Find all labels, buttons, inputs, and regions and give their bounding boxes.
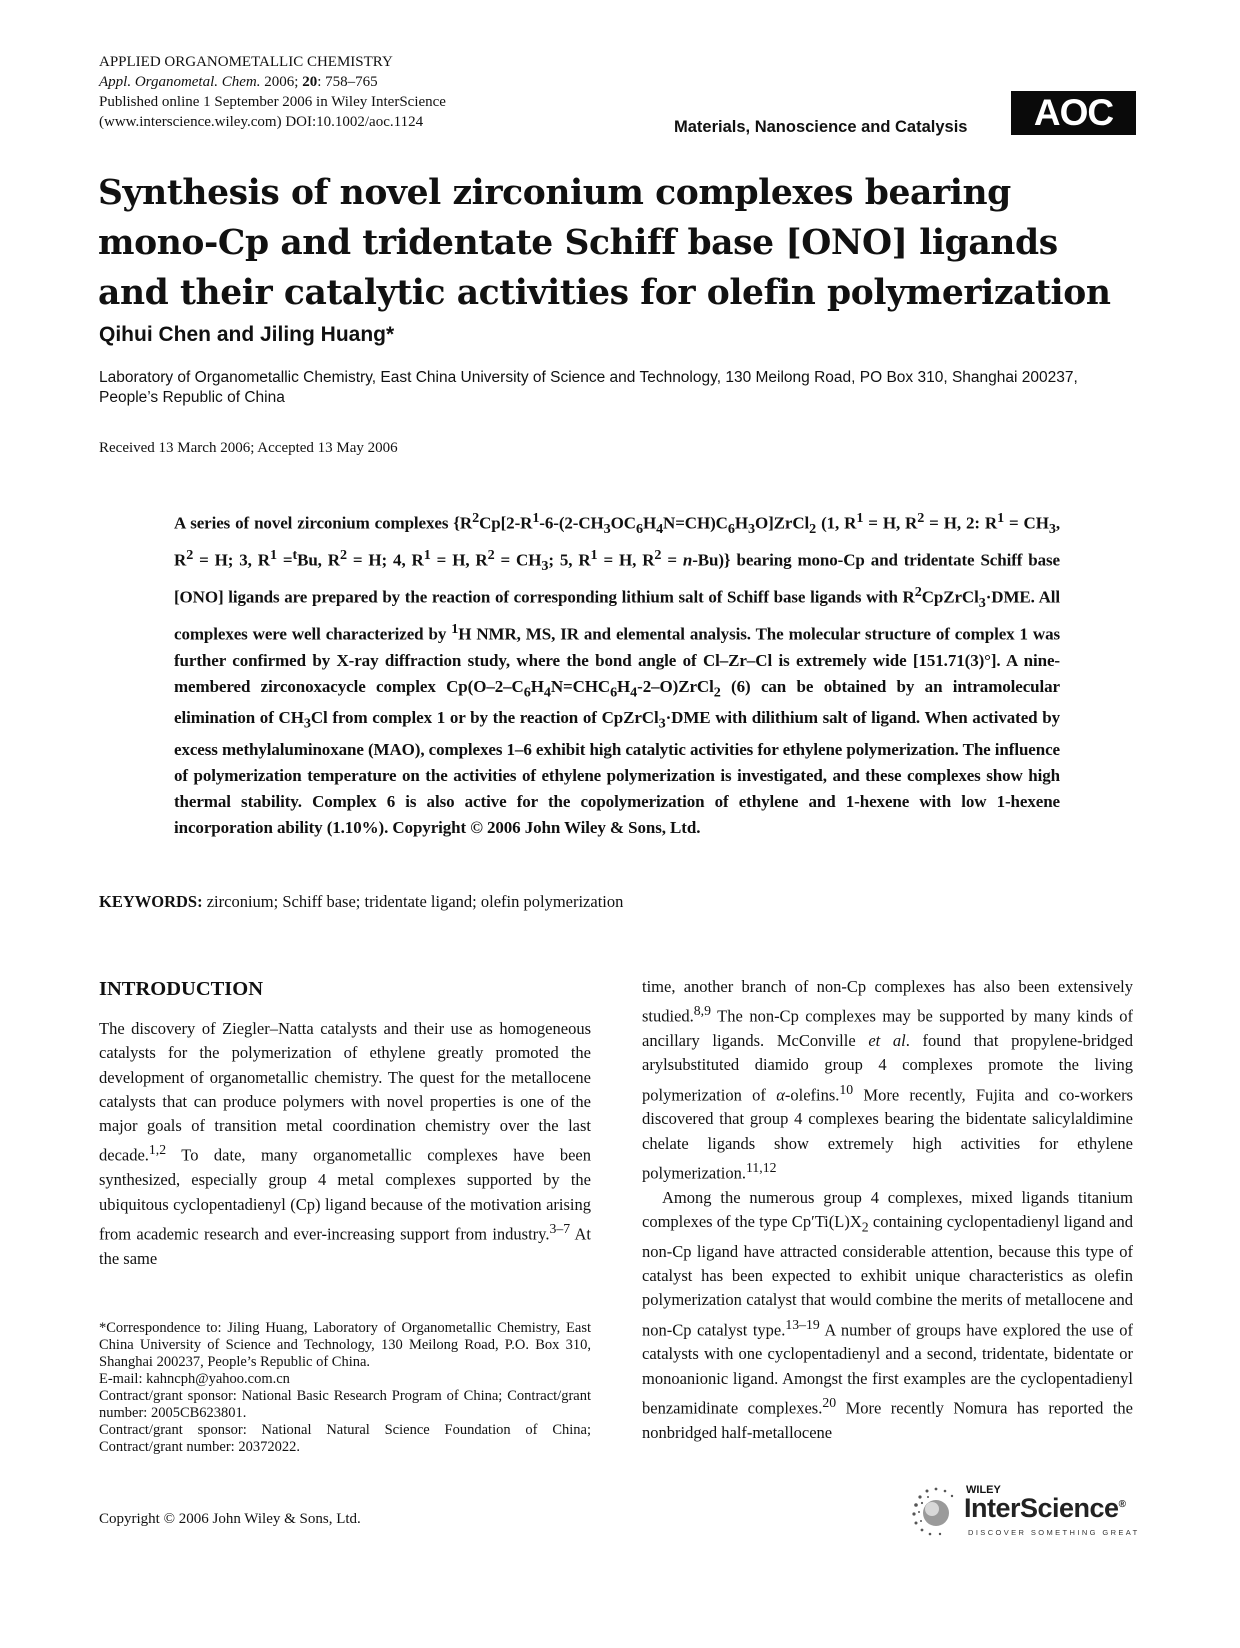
correspondence-email: E-mail: kahncph@yahoo.com.cn — [99, 1371, 290, 1387]
logo-publisher: WILEY — [966, 1484, 1001, 1496]
keywords-label: KEYWORDS: — [99, 892, 203, 911]
citation-ref: 3–7 — [549, 1220, 571, 1236]
correspondence-address: *Correspondence to: Jiling Huang, Laboratory of Organometallic Chemistry, East China University of Science and Technology, 130 Meilong Road, P.O. Box 310, Shanghai 200237, People’s Republic of China. — [99, 1320, 591, 1370]
journal-header — [99, 52, 446, 132]
grant-sponsor-2: Contract/grant sponsor: National Natural Science Foundation of China; Contract/grant number: 20372022. — [99, 1422, 591, 1455]
keywords-text: zirconium; Schiff base; tridentate ligand; olefin polymerization — [202, 892, 624, 911]
globe-icon — [908, 1483, 964, 1539]
keywords — [99, 892, 623, 912]
citation-ref: 1,2 — [148, 1142, 167, 1158]
copyright: Copyright © 2006 John Wiley & Sons, Ltd. — [99, 1511, 361, 1527]
published-line: Published online 1 September 2006 in Wiley InterScience — [99, 94, 446, 110]
citation-ref: 10 — [839, 1081, 854, 1097]
journal-logo: AOC — [1011, 91, 1136, 135]
section-heading-introduction: INTRODUCTION — [99, 978, 264, 1000]
section-label: Materials, Nanoscience and Catalysis — [674, 118, 968, 136]
citation-pages: : 758–765 — [317, 74, 378, 90]
citation-year: 2006; — [264, 74, 299, 90]
title-line: and their catalytic activities for olefin polymerization — [98, 273, 1111, 313]
logo-name: InterScience® — [964, 1493, 1126, 1523]
paragraph: The discovery of Ziegler–Natta catalysts and their use as homogeneous catalysts for the polymerization of ethylene greatly promoted the development of organometallic chemistry. The quest for the metallocene catalysts that can produce polymers with novel properties is one of the major goals of transition metal coordination chemistry over the last decade.$^{1,2}$ To date, many organometallic complexes have been synthesized, especially group 4 metal complexes supported by the ubiquitous cyclopentadienyl (Cp) ligand because of the motivation arising from academic research and ever-increasing support from industry.$^{3-7}$ At the same — [99, 1019, 591, 1268]
received-dates: Received 13 March 2006; Accepted 13 May 2006 — [99, 440, 398, 456]
title-line: mono-Cp and tridentate Schiff base [ONO] ligands — [98, 223, 1058, 263]
citation-ref: 13–19 — [785, 1316, 820, 1332]
authors: Qihui Chen and Jiling Huang* — [99, 323, 395, 346]
abstract: A series of novel zirconium complexes {$R^2Cp[2-R^1-6-(2-CH_3OC_6H_4N=CH)C_6H_3O]ZrCl_2$ (1, $R^1 = H$, $R^2 = H$, 2: $R^1 = CH_3$, $R^2 = H$; 3, $R^1 =^tBu$, $R^2 = H$; 4, $R^1 = H$, $R^2 = CH_3$; 5, $R^1 = H$, $R^2 = n-Bu$)} bearing mono-Cp and tridentate Schiff base [ONO] ligands are prepared by the reaction of corresponding lithium salt of Schiff base ligands with $R^2CpZrCl_3\cdot DME$. All complexes were well characterized by $^1$H NMR, MS, IR and elemental analysis. The molecular structure of complex 1 was further confirmed by X-ray diffraction study, where the bond angle of Cl–Zr–Cl is extremely wide [151.71(3)°]. A nine-membered zirconoxacycle complex $Cp(O-2-C_6H_4N=CHC_6H_4-2-O)ZrCl_2$ (6) can be obtained by an intramolecular elimination of $CH_3Cl$ from complex 1 or by the reaction of CpZrCl$_3$·DME with dilithium salt of ligand. When activated by excess methylaluminoxane (MAO), complexes 1–6 exhibit high catalytic activities for ethylene polymerization. The influence of polymerization temperature on the activities of ethylene polymerization is investigated, and these complexes show high thermal stability. Complex 6 is also active for the copolymerization of ethylene and 1-hexene with low 1-hexene incorporation ability (1.10%). Copyright © 2006 John Wiley & Sons, Ltd. — [174, 510, 1060, 837]
journal-name: APPLIED ORGANOMETALLIC CHEMISTRY — [99, 54, 393, 70]
citation-ref: 11,12 — [746, 1160, 777, 1176]
citation-ref: 8,9 — [693, 1003, 711, 1019]
logo-tagline: DISCOVER SOMETHING GREAT — [968, 1528, 1140, 1537]
affiliation: Laboratory of Organometallic Chemistry, East China University of Science and Technology, 130 Meilong Road, PO Box 310, Shanghai 200237, People’s Republic of China — [99, 369, 1078, 406]
citation — [99, 72, 446, 92]
doi-line: (www.interscience.wiley.com) DOI:10.1002/aoc.1124 — [99, 114, 424, 130]
citation-ref: 20 — [822, 1395, 837, 1411]
title-line: Synthesis of novel zirconium complexes bearing — [98, 173, 1011, 213]
paragraph: Among the numerous group 4 complexes, mixed ligands titanium complexes of the type $Cp'Ti(L)X_2$ containing cyclopentadienyl ligand and non-Cp ligand have attracted considerable attention, because this type of catalyst has been expected to exhibit unique characteristics as olefin polymerization catalyst that would combine the merits of metallocene and non-Cp catalyst type.$^{13-19}$ A number of groups have explored the use of catalysts with one cyclopentadienyl and a second, tridentate, bidentate or monoanionic ligand. Amongst the first examples are the cyclopentadienyl benzamidinate complexes.$^{20}$ More recently Nomura has reported the nonbridged half-metallocene — [642, 1187, 1133, 1442]
citation-volume: 20 — [302, 74, 318, 90]
paragraph: time, another branch of non-Cp complexes has also been extensively studied.$^{8,9}$ The non-Cp complexes may be supported by many kinds of ancillary ligands. McConville et al. found that propylene-bridged arylsubstituted diamido group 4 complexes promote the living polymerization of α-olefins.$^{10}$ More recently, Fujita and co-workers discovered that group 4 complexes bearing the bidentate salicylaldimine chelate ligands show extremely high activities for ethylene polymerization.$^{11,12}$ — [642, 977, 1134, 1183]
grant-sponsor-1: Contract/grant sponsor: National Basic Research Program of China; Contract/grant number: 2005CB623801. — [99, 1388, 591, 1421]
intro-left-column — [99, 1017, 591, 1271]
correspondence-footnote — [99, 1320, 591, 1456]
interscience-logo — [908, 1483, 1138, 1543]
intro-right-column — [642, 975, 1133, 1445]
article-title — [98, 168, 1158, 318]
citation-abbrev: Appl. Organometal. Chem. — [99, 74, 261, 90]
